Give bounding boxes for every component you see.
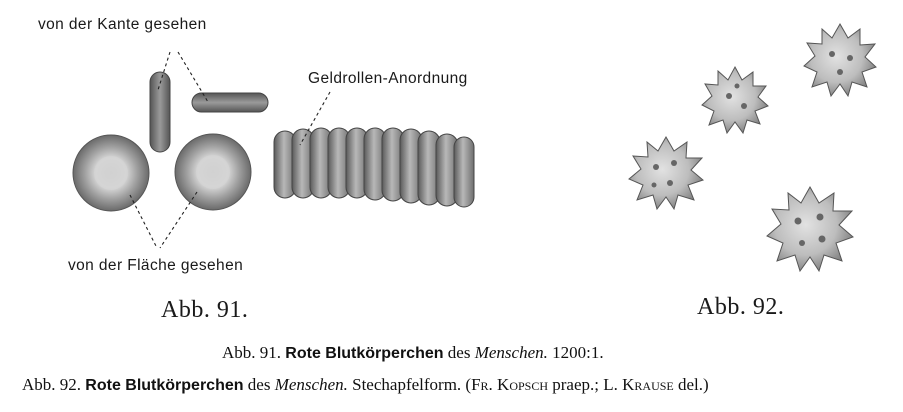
caption-92-text2: praep.; [552, 375, 604, 394]
caption-92-bold: Rote Blutkörperchen [85, 377, 244, 394]
cell-edge-vertical [150, 72, 170, 152]
caption-92-prefix: Abb. 92. [22, 375, 82, 394]
caption-91-mid: des [447, 343, 471, 362]
caption-91-bold: Rote Blutkörperchen [285, 345, 444, 362]
crenated-cell-2 [804, 24, 876, 96]
caption-92-end: del.) [678, 375, 709, 394]
crenated-cell-3 [629, 137, 703, 209]
caption-92-author2: L. Krause [603, 375, 674, 394]
cell-face-left [73, 135, 149, 211]
figure-91-number: Abb. 91. [161, 297, 249, 323]
caption-92-italic: Menschen. [274, 375, 348, 394]
caption-92-text: Stechapfelform. ( [352, 375, 472, 394]
label-face-view: von der Fläche gesehen [68, 257, 244, 274]
figure-92-number: Abb. 92. [697, 294, 785, 320]
caption-92-mid: des [247, 375, 271, 394]
crenated-cell-4 [767, 187, 853, 271]
cell-face-right [175, 134, 251, 210]
label-edge-view: von der Kante gesehen [38, 16, 207, 33]
caption-91-prefix: Abb. 91. [222, 343, 282, 362]
rouleaux-stack [274, 128, 474, 207]
crenated-cell-1 [702, 67, 768, 133]
caption-91 [222, 343, 604, 363]
caption-91-italic: Menschen. [474, 343, 548, 362]
label-rouleaux: Geldrollen-Anordnung [308, 70, 468, 87]
caption-92-author1: Fr. Kopsch [471, 375, 548, 394]
cell-edge-horizontal [192, 93, 268, 112]
caption-92 [22, 375, 709, 395]
caption-91-suffix: 1200:1. [552, 343, 604, 362]
